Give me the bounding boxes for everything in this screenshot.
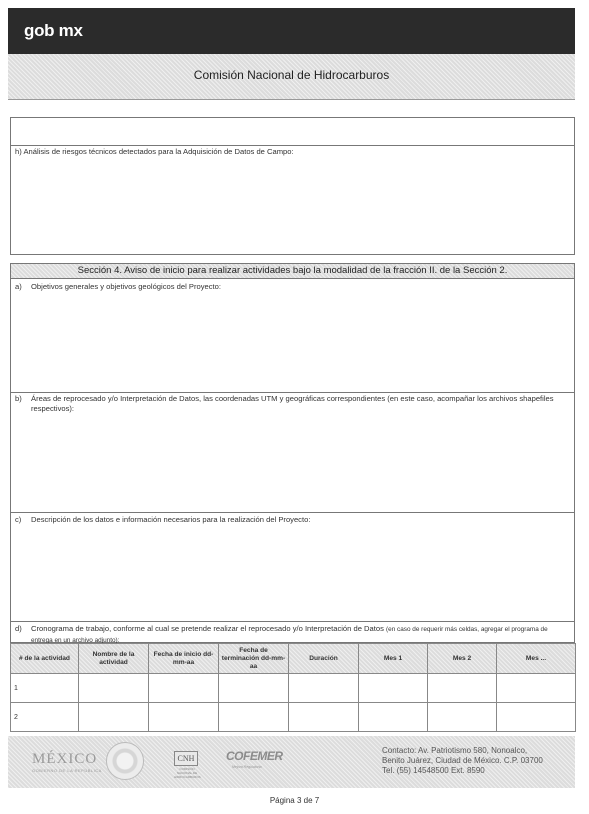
- top-bar: [8, 8, 575, 54]
- table-cell[interactable]: 2: [11, 703, 79, 732]
- item-c-text: Descripción de los datos e información necesarios para la realización del Proyecto:: [31, 515, 311, 524]
- agency-banner: [8, 54, 575, 100]
- column-header: # de la actividad: [11, 644, 79, 674]
- table-row: [11, 674, 576, 703]
- column-header: Nombre de la actividad: [79, 644, 149, 674]
- section4-box: [10, 263, 575, 643]
- section4-title: Sección 4. Aviso de inicio para realizar actividades bajo la modalidad de la fracción II. de la Sección 2.: [11, 264, 574, 279]
- item-c-letter: c): [15, 515, 22, 524]
- contact-line: Tel. (55) 14548500 Ext. 8590: [382, 766, 485, 775]
- agency-title: Comisión Nacional de Hidrocarburos: [193, 68, 390, 82]
- item-a-letter: a): [15, 282, 22, 291]
- table-cell[interactable]: [359, 703, 428, 732]
- contact-line: Benito Juárez, Ciudad de México. C.P. 03700: [382, 756, 543, 765]
- column-header: Duración: [289, 644, 359, 674]
- section-h-label: h) Análisis de riesgos técnicos detectados para la Adquisición de Datos de Campo:: [15, 147, 294, 156]
- footer: [8, 736, 575, 788]
- page-number: Página 3 de 7: [269, 796, 320, 805]
- previous-section-box: [10, 117, 575, 255]
- divider: [11, 621, 574, 622]
- column-header: Mes ...: [497, 644, 576, 674]
- table-cell[interactable]: [219, 703, 289, 732]
- table-cell[interactable]: [359, 674, 428, 703]
- table-cell[interactable]: [149, 674, 219, 703]
- table-cell[interactable]: [149, 703, 219, 732]
- table-cell[interactable]: [289, 703, 359, 732]
- item-b-letter: b): [15, 394, 22, 403]
- table-cell[interactable]: [289, 674, 359, 703]
- table-cell[interactable]: 1: [11, 674, 79, 703]
- contact-info: [382, 746, 543, 776]
- gobmx-logo: gob mx: [24, 21, 83, 40]
- table-cell[interactable]: [428, 674, 497, 703]
- divider: [11, 392, 574, 393]
- national-seal-icon: [106, 742, 144, 780]
- table-header-row: [11, 644, 576, 674]
- column-header: Mes 1: [359, 644, 428, 674]
- column-header: Mes 2: [428, 644, 497, 674]
- item-a-text: Objetivos generales y objetivos geológicos del Proyecto:: [31, 282, 221, 291]
- table-row: [11, 703, 576, 732]
- divider: [11, 512, 574, 513]
- cofemer-logo-subtitle: Mejora Regulatoria: [232, 765, 262, 769]
- mexico-logo-subtitle: GOBIERNO DE LA REPÚBLICA: [32, 768, 102, 773]
- table-cell[interactable]: [497, 703, 576, 732]
- item-d-note: (en caso de requerir más celdas, agregar el programa de entrega en un archivo adjunto):: [31, 626, 548, 644]
- cofemer-logo: COFEMER: [226, 749, 283, 763]
- item-d-letter: d): [15, 624, 22, 633]
- table-cell[interactable]: [79, 674, 149, 703]
- table-cell[interactable]: [428, 703, 497, 732]
- cnh-logo: CNH: [174, 751, 198, 766]
- cnh-logo-subtitle: COMISIÓN NACIONAL DE HIDROCARBUROS: [174, 767, 201, 779]
- schedule-table: [10, 643, 576, 732]
- table-cell[interactable]: [219, 674, 289, 703]
- mexico-logo: MÉXICO: [32, 751, 98, 767]
- item-d-main: Cronograma de trabajo, conforme al cual se pretende realizar el reprocesado y/o Interpretación de Datos: [31, 624, 384, 633]
- column-header: Fecha de inicio dd-mm-aa: [149, 644, 219, 674]
- divider: [11, 145, 574, 146]
- item-b-text: Áreas de reprocesado y/o Interpretación de Datos, las coordenadas UTM y geográficas correspondientes (en este caso, acompañar los archivos shapefiles respectivos):: [31, 394, 554, 413]
- table-cell[interactable]: [497, 674, 576, 703]
- contact-line: Contacto: Av. Patriotismo 580, Nonoalco,: [382, 746, 528, 755]
- column-header: Fecha de terminación dd-mm-aa: [219, 644, 289, 674]
- table-cell[interactable]: [79, 703, 149, 732]
